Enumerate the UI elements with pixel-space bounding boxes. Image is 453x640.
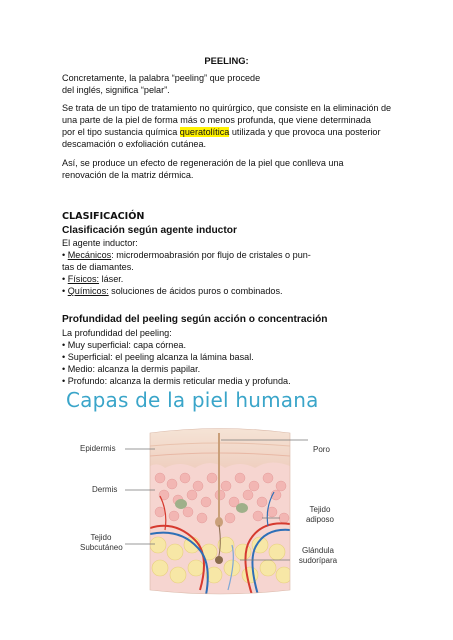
subheading-agente-inductor: Clasificación según agente inductor bbox=[62, 225, 237, 236]
label-poro: Poro bbox=[313, 445, 330, 454]
label-glandula-sudoripara bbox=[293, 546, 343, 566]
agente-intro: El agente inductor: bbox=[62, 238, 138, 248]
bullet: • bbox=[62, 274, 68, 284]
mecanicos-text: : microdermoabrasión por flujo de cristales o pun- bbox=[111, 250, 311, 260]
list-item: • Superficial: el peeling alcanza la lámina basal. bbox=[62, 352, 254, 362]
list-item: • Medio: alcanza la dermis papilar. bbox=[62, 364, 201, 374]
label-tejido-adiposo-line-1: Tejido bbox=[309, 505, 331, 514]
label-tejido-adiposo bbox=[300, 505, 340, 525]
definition-line-3 bbox=[62, 127, 380, 139]
subheading-profundidad: Profundidad del peeling según acción o concentración bbox=[62, 314, 328, 325]
list-item: • Muy superficial: capa córnea. bbox=[62, 340, 186, 350]
list-item-mecanicos bbox=[62, 250, 311, 262]
label-tejido-subcutaneo-line-2: Subcutáneo bbox=[80, 543, 123, 552]
definition-line-1: Se trata de un tipo de tratamiento no quirúrgico, que consiste en la eliminación de bbox=[62, 103, 392, 113]
list-item-fisicos bbox=[62, 274, 123, 286]
label-glandula-line-2: sudorípara bbox=[298, 556, 338, 565]
list-item-quimicos bbox=[62, 286, 283, 298]
definition-line-3-end: utilizada y que provoca una posterior bbox=[229, 127, 381, 137]
regeneration-line-1: Así, se produce un efecto de regeneración de la piel que conlleva una bbox=[62, 158, 344, 168]
label-tejido-subcutaneo bbox=[80, 533, 122, 553]
section-heading-clasificacion: CLASIFICACIÓN bbox=[62, 211, 145, 222]
definition-line-2: una parte de la piel de forma más o menos profunda, que viene determinada bbox=[62, 115, 371, 125]
fisicos-text: láser. bbox=[99, 274, 124, 284]
term-fisicos: Físicos: bbox=[67, 274, 100, 284]
definition-line-4: descamación o exfoliación cutánea. bbox=[62, 139, 207, 149]
label-tejido-adiposo-line-2: adiposo bbox=[305, 515, 335, 524]
profundidad-intro: La profundidad del peeling: bbox=[62, 328, 172, 338]
list-item: • Profundo: alcanza la dermis reticular media y profunda. bbox=[62, 376, 291, 386]
intro-line-2: del inglés, significa “pelar”. bbox=[62, 85, 170, 95]
regeneration-line-2: renovación de la matriz dérmica. bbox=[62, 170, 194, 180]
bullet: • bbox=[62, 250, 68, 260]
page-title: PEELING: bbox=[204, 55, 249, 66]
bullet: • bbox=[62, 286, 68, 296]
figure-title: Capas de la piel humana bbox=[66, 388, 319, 412]
intro-line-1: Concretamente, la palabra “peeling” que procede bbox=[62, 73, 261, 83]
list-item-mecanicos-cont: tas de diamantes. bbox=[62, 262, 134, 272]
term-quimicos: Químicos: bbox=[67, 286, 109, 296]
label-epidermis: Epidermis bbox=[80, 444, 116, 453]
label-glandula-line-1: Glándula bbox=[301, 546, 335, 555]
label-dermis: Dermis bbox=[92, 485, 118, 494]
term-mecanicos: Mecánicos bbox=[67, 250, 112, 260]
highlighted-term: queratolítica bbox=[179, 127, 230, 137]
definition-line-3-start: por el tipo sustancia química bbox=[62, 127, 180, 137]
quimicos-text: soluciones de ácidos puros o combinados. bbox=[108, 286, 283, 296]
label-tejido-subcutaneo-line-1: Tejido bbox=[90, 533, 112, 542]
